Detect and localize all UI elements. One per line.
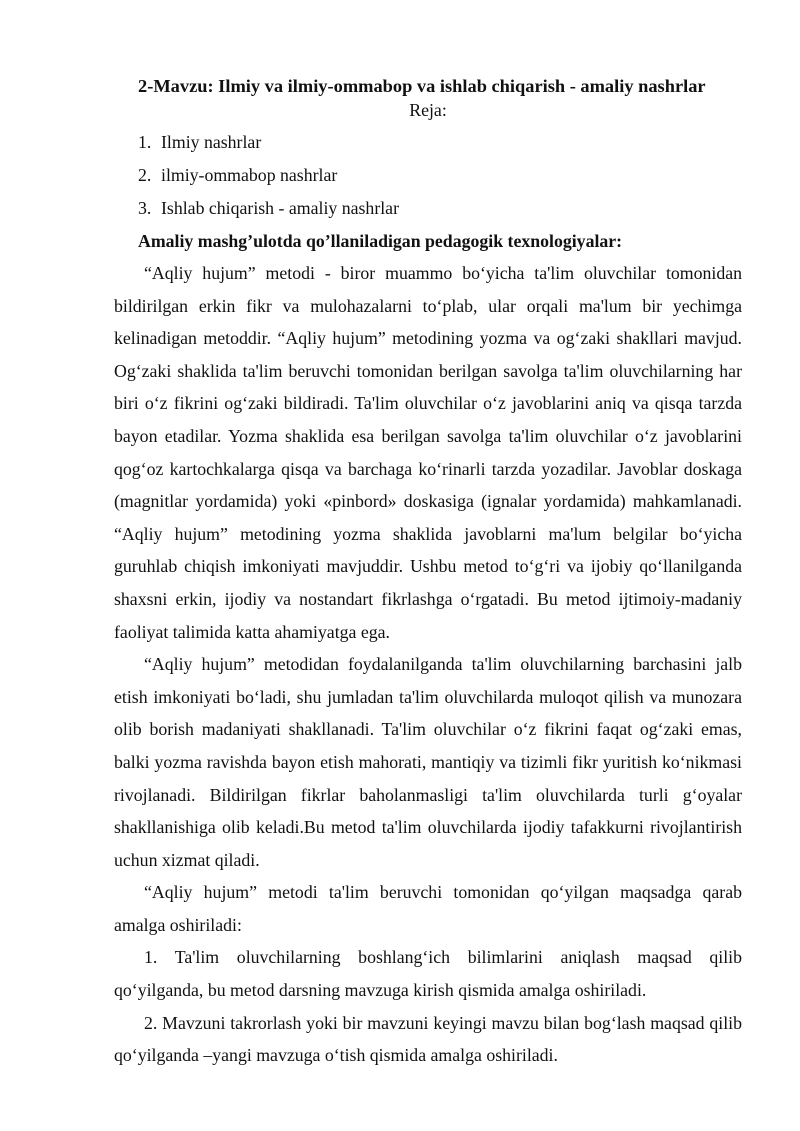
plan-item-number: 1. [138, 132, 152, 152]
plan-item-text: ilmiy-ommabop nashrlar [161, 165, 338, 185]
paragraph: 2. Mavzuni takrorlash yoki bir mavzuni keyingi mavzu bilan bog‘lash maqsad qilib qo‘yilganda –yangi mavzuga o‘tish qismida amalga oshiriladi. [114, 1012, 742, 1066]
section-subheading: Amaliy mashg’ulotda qo’llaniladigan pedagogik texnologiyalar: [138, 231, 623, 251]
plan-item [114, 126, 742, 159]
paragraph: “Aqliy hujum” metodi ta'lim beruvchi tomonidan qo‘yilgan maqsadga qarab amalga oshiriladi: [114, 882, 742, 935]
plan-item [114, 192, 742, 225]
plan-item-number: 3. [138, 198, 152, 218]
plan-heading: Reja: [409, 100, 447, 120]
document-title: 2-Mavzu: Ilmiy va ilmiy-ommabop va ishlab chiqarish - amaliy nashrlar [138, 76, 706, 96]
plan-item-text: Ishlab chiqarish - amaliy nashrlar [161, 198, 399, 218]
plan-item-text: Ilmiy nashrlar [161, 132, 262, 152]
plan-item [114, 159, 742, 192]
document-page [114, 72, 742, 1072]
paragraph: 1. Ta'lim oluvchilarning boshlang‘ich bilimlarini aniqlash maqsad qilib qo‘yilganda, bu metod darsning mavzuga kirish qismida amalga oshiriladi. [114, 947, 742, 1001]
paragraph: “Aqliy hujum” metodidan foydalanilganda ta'lim oluvchilarning barchasini jalb etish imkoniyati bo‘ladi, shu jumladan ta'lim oluvchilarda muloqot qilish va munozara olib borish madaniyati shakllanadi. Ta'lim oluvchilar o‘z fikrini faqat og‘zaki emas, balki yozma ravishda bayon etish mahorati, mantiqiy va tizimli fikr yuritish ko‘nikmasi rivojlanadi. Bildirilgan fikrlar baholanmasligi ta'lim oluvchilarda turli g‘oyalar shakllanishiga olib keladi.Bu metod ta'lim oluvchilarda ijodiy tafakkurni rivojlantirish uchun xizmat qiladi. [114, 654, 742, 870]
plan-item-number: 2. [138, 165, 152, 185]
plan-list [114, 126, 742, 225]
paragraph: “Aqliy hujum” metodi - biror muammo bo‘yicha ta'lim oluvchilar tomonidan bildirilgan erkin fikr va mulohazalarni to‘plab, ular orqali ma'lum bir yechimga kelinadigan metoddir. “Aqliy hujum” metodining yozma va og‘zaki shakllari mavjud. Og‘zaki shaklida ta'lim beruvchi tomonidan berilgan savolga ta'lim oluvchilarning har biri o‘z fikrini og‘zaki bildiradi. Ta'lim oluvchilar o‘z javoblarini aniq va qisqa tarzda bayon etadilar. Yozma shaklida esa berilgan savolga ta'lim oluvchilar o‘z javoblarini qog‘oz kartochkalarga qisqa va barchaga ko‘rinarli tarzda yozadilar. Javoblar doskaga (magnitlar yordamida) yoki «pinbord» doskasiga (ignalar yordamida) mahkamlanadi. “Aqliy hujum” metodining yozma shaklida javoblarni ma'lum belgilar bo‘yicha guruhlab chiqish imkoniyati mavjuddir. Ushbu metod to‘g‘ri va ijobiy qo‘llanilganda shaxsni erkin, ijodiy va nostandart fikrlashga o‘rgatadi. Bu metod ijtimoiy-madaniy faoliyat talimida katta ahamiyatga ega. [114, 263, 742, 642]
